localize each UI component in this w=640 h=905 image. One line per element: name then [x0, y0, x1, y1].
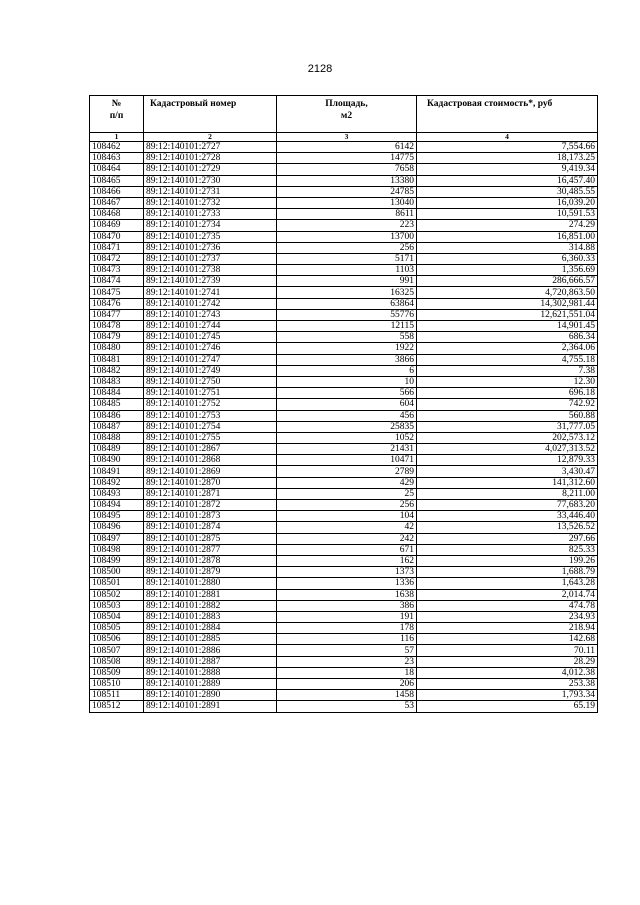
cell-cadastral-number: 89:12:140101:2729 [144, 164, 277, 175]
table-row [90, 466, 598, 477]
cell-area: 2789 [277, 466, 417, 477]
cell-cadastral-number: 89:12:140101:2727 [144, 142, 277, 153]
cell-cadastral-value: 253.38 [417, 679, 598, 690]
cell-index: 108468 [90, 209, 144, 220]
cell-area: 25835 [277, 421, 417, 432]
cell-cadastral-value: 1,793.34 [417, 690, 598, 701]
cell-area: 256 [277, 500, 417, 511]
cell-cadastral-number: 89:12:140101:2882 [144, 600, 277, 611]
cell-cadastral-number: 89:12:140101:2733 [144, 209, 277, 220]
cell-cadastral-value: 18,173.25 [417, 153, 598, 164]
cell-cadastral-number: 89:12:140101:2755 [144, 432, 277, 443]
cell-area: 55776 [277, 309, 417, 320]
cell-area: 386 [277, 600, 417, 611]
cell-cadastral-number: 89:12:140101:2730 [144, 175, 277, 186]
cell-cadastral-number: 89:12:140101:2868 [144, 455, 277, 466]
cell-cadastral-number: 89:12:140101:2753 [144, 410, 277, 421]
cell-cadastral-value: 199.26 [417, 555, 598, 566]
cell-index: 108499 [90, 555, 144, 566]
cell-area: 242 [277, 533, 417, 544]
cell-cadastral-value: 30,485.55 [417, 186, 598, 197]
cell-cadastral-number: 89:12:140101:2735 [144, 231, 277, 242]
cell-area: 53 [277, 701, 417, 712]
cell-index: 108480 [90, 343, 144, 354]
table-row [90, 555, 598, 566]
table-row [90, 265, 598, 276]
cell-index: 108500 [90, 567, 144, 578]
cell-index: 108492 [90, 477, 144, 488]
cell-index: 108504 [90, 611, 144, 622]
table-header [90, 96, 598, 142]
cell-index: 108476 [90, 298, 144, 309]
header-index-line1: № [111, 99, 122, 109]
cell-cadastral-number: 89:12:140101:2741 [144, 287, 277, 298]
cell-area: 991 [277, 276, 417, 287]
cell-area: 63864 [277, 298, 417, 309]
cell-index: 108512 [90, 701, 144, 712]
table-row [90, 388, 598, 399]
cell-index: 108467 [90, 197, 144, 208]
cell-cadastral-value: 12.30 [417, 376, 598, 387]
cell-area: 1103 [277, 265, 417, 276]
cell-area: 25 [277, 488, 417, 499]
cell-cadastral-value: 4,012.38 [417, 667, 598, 678]
cell-cadastral-value: 33,446.40 [417, 511, 598, 522]
cell-cadastral-value: 825.33 [417, 544, 598, 555]
cell-cadastral-number: 89:12:140101:2731 [144, 186, 277, 197]
cell-index: 108502 [90, 589, 144, 600]
cell-cadastral-value: 16,457.40 [417, 175, 598, 186]
cell-cadastral-number: 89:12:140101:2890 [144, 690, 277, 701]
cell-area: 1336 [277, 578, 417, 589]
table-row [90, 276, 598, 287]
cell-index: 108495 [90, 511, 144, 522]
cell-index: 108488 [90, 432, 144, 443]
cell-index: 108503 [90, 600, 144, 611]
cell-area: 10 [277, 376, 417, 387]
cell-cadastral-value: 560.88 [417, 410, 598, 421]
cell-cadastral-number: 89:12:140101:2747 [144, 354, 277, 365]
table-row [90, 578, 598, 589]
table-row [90, 298, 598, 309]
cell-cadastral-value: 2,014.74 [417, 589, 598, 600]
cell-cadastral-number: 89:12:140101:2728 [144, 153, 277, 164]
cell-cadastral-value: 12,621,551.04 [417, 309, 598, 320]
cell-cadastral-number: 89:12:140101:2751 [144, 388, 277, 399]
cell-area: 191 [277, 611, 417, 622]
cell-cadastral-number: 89:12:140101:2870 [144, 477, 277, 488]
cell-cadastral-number: 89:12:140101:2871 [144, 488, 277, 499]
cell-index: 108489 [90, 444, 144, 455]
cell-area: 566 [277, 388, 417, 399]
cell-area: 1373 [277, 567, 417, 578]
table-row [90, 421, 598, 432]
header-index-line2: п/п [109, 111, 124, 121]
cell-cadastral-number: 89:12:140101:2874 [144, 522, 277, 533]
table-row [90, 679, 598, 690]
cell-index: 108464 [90, 164, 144, 175]
cell-area: 7658 [277, 164, 417, 175]
cell-cadastral-value: 14,901.45 [417, 321, 598, 332]
cell-cadastral-number: 89:12:140101:2743 [144, 309, 277, 320]
cell-cadastral-value: 4,027,313.52 [417, 444, 598, 455]
cell-index: 108478 [90, 321, 144, 332]
header-cadastral-value: Кадастровая стоимость*, руб [417, 96, 598, 133]
table-row [90, 175, 598, 186]
cell-area: 429 [277, 477, 417, 488]
cell-area: 604 [277, 399, 417, 410]
table-row [90, 600, 598, 611]
cell-cadastral-value: 8,211.00 [417, 488, 598, 499]
table-row [90, 444, 598, 455]
cell-cadastral-number: 89:12:140101:2891 [144, 701, 277, 712]
cell-cadastral-number: 89:12:140101:2746 [144, 343, 277, 354]
cell-cadastral-value: 142.68 [417, 634, 598, 645]
cell-area: 223 [277, 220, 417, 231]
cell-area: 1458 [277, 690, 417, 701]
cell-cadastral-number: 89:12:140101:2734 [144, 220, 277, 231]
cell-area: 8611 [277, 209, 417, 220]
cell-cadastral-number: 89:12:140101:2742 [144, 298, 277, 309]
cell-index: 108463 [90, 153, 144, 164]
cell-index: 108505 [90, 623, 144, 634]
cell-index: 108473 [90, 265, 144, 276]
cell-cadastral-number: 89:12:140101:2886 [144, 645, 277, 656]
table-row [90, 544, 598, 555]
cell-cadastral-value: 1,356.69 [417, 265, 598, 276]
cell-cadastral-value: 31,777.05 [417, 421, 598, 432]
table-row [90, 220, 598, 231]
cell-index: 108491 [90, 466, 144, 477]
cell-index: 108465 [90, 175, 144, 186]
table-row [90, 287, 598, 298]
cell-area: 16325 [277, 287, 417, 298]
column-number: 4 [417, 133, 598, 142]
table-row [90, 522, 598, 533]
table-row [90, 231, 598, 242]
cell-index: 108472 [90, 253, 144, 264]
table-row [90, 332, 598, 343]
cell-cadastral-number: 89:12:140101:2878 [144, 555, 277, 566]
table-row [90, 645, 598, 656]
cell-cadastral-number: 89:12:140101:2885 [144, 634, 277, 645]
cell-area: 671 [277, 544, 417, 555]
cell-cadastral-number: 89:12:140101:2869 [144, 466, 277, 477]
cell-cadastral-number: 89:12:140101:2738 [144, 265, 277, 276]
table-row [90, 455, 598, 466]
cell-cadastral-number: 89:12:140101:2887 [144, 656, 277, 667]
cell-cadastral-value: 70.11 [417, 645, 598, 656]
cell-cadastral-value: 234.93 [417, 611, 598, 622]
cell-cadastral-number: 89:12:140101:2880 [144, 578, 277, 589]
cell-index: 108482 [90, 365, 144, 376]
cell-cadastral-value: 1,688.79 [417, 567, 598, 578]
cell-index: 108496 [90, 522, 144, 533]
cell-cadastral-value: 474.78 [417, 600, 598, 611]
cell-cadastral-number: 89:12:140101:2744 [144, 321, 277, 332]
cell-cadastral-number: 89:12:140101:2875 [144, 533, 277, 544]
cell-index: 108481 [90, 354, 144, 365]
cell-cadastral-value: 4,755.18 [417, 354, 598, 365]
table-row [90, 432, 598, 443]
cell-area: 5171 [277, 253, 417, 264]
table-row [90, 611, 598, 622]
cell-cadastral-value: 286,666.57 [417, 276, 598, 287]
cell-index: 108479 [90, 332, 144, 343]
cell-area: 1052 [277, 432, 417, 443]
table-row [90, 533, 598, 544]
table-row [90, 410, 598, 421]
cell-area: 256 [277, 242, 417, 253]
cell-index: 108466 [90, 186, 144, 197]
table-row [90, 667, 598, 678]
column-number: 2 [144, 133, 277, 142]
cell-cadastral-value: 2,364.06 [417, 343, 598, 354]
header-area-line1: Площадь, [325, 99, 368, 109]
cell-cadastral-number: 89:12:140101:2749 [144, 365, 277, 376]
table-row [90, 253, 598, 264]
cell-area: 558 [277, 332, 417, 343]
cell-index: 108510 [90, 679, 144, 690]
cell-index: 108471 [90, 242, 144, 253]
cell-cadastral-value: 202,573.12 [417, 432, 598, 443]
table-row [90, 209, 598, 220]
cell-index: 108509 [90, 667, 144, 678]
page-number: 2128 [307, 63, 333, 75]
header-cadastral-number: Кадастровый номер [144, 96, 277, 133]
cell-cadastral-value: 7,554.66 [417, 142, 598, 153]
cell-index: 108501 [90, 578, 144, 589]
cell-cadastral-value: 77,683.20 [417, 500, 598, 511]
header-row [90, 96, 598, 133]
table-row [90, 343, 598, 354]
cell-area: 162 [277, 555, 417, 566]
cell-cadastral-value: 274.29 [417, 220, 598, 231]
cell-cadastral-value: 28.29 [417, 656, 598, 667]
cell-cadastral-value: 141,312.60 [417, 477, 598, 488]
cell-area: 23 [277, 656, 417, 667]
cell-index: 108484 [90, 388, 144, 399]
cell-cadastral-value: 297.66 [417, 533, 598, 544]
table-row [90, 365, 598, 376]
cell-cadastral-number: 89:12:140101:2883 [144, 611, 277, 622]
cell-index: 108469 [90, 220, 144, 231]
cell-index: 108477 [90, 309, 144, 320]
cell-cadastral-value: 16,851.00 [417, 231, 598, 242]
cell-index: 108497 [90, 533, 144, 544]
cell-cadastral-number: 89:12:140101:2736 [144, 242, 277, 253]
cell-cadastral-number: 89:12:140101:2877 [144, 544, 277, 555]
header-index [90, 96, 144, 133]
cell-cadastral-value: 314.88 [417, 242, 598, 253]
cell-area: 1922 [277, 343, 417, 354]
header-area [277, 96, 417, 133]
cell-cadastral-number: 89:12:140101:2750 [144, 376, 277, 387]
cell-area: 12115 [277, 321, 417, 332]
cell-area: 42 [277, 522, 417, 533]
table-body [90, 142, 598, 713]
cell-cadastral-value: 65.19 [417, 701, 598, 712]
cell-cadastral-value: 218.94 [417, 623, 598, 634]
cell-area: 456 [277, 410, 417, 421]
cell-area: 13040 [277, 197, 417, 208]
cell-index: 108474 [90, 276, 144, 287]
table-row [90, 186, 598, 197]
cell-index: 108462 [90, 142, 144, 153]
cell-area: 18 [277, 667, 417, 678]
cell-cadastral-number: 89:12:140101:2881 [144, 589, 277, 600]
cell-cadastral-value: 9,419.34 [417, 164, 598, 175]
cell-cadastral-value: 7.38 [417, 365, 598, 376]
cell-cadastral-value: 12,879.33 [417, 455, 598, 466]
cell-cadastral-number: 89:12:140101:2884 [144, 623, 277, 634]
table-row [90, 242, 598, 253]
cell-index: 108485 [90, 399, 144, 410]
table-row [90, 354, 598, 365]
table-row [90, 634, 598, 645]
cell-index: 108486 [90, 410, 144, 421]
cell-cadastral-number: 89:12:140101:2754 [144, 421, 277, 432]
cell-cadastral-value: 742.92 [417, 399, 598, 410]
cell-area: 178 [277, 623, 417, 634]
cell-index: 108487 [90, 421, 144, 432]
cell-index: 108493 [90, 488, 144, 499]
cell-cadastral-value: 6,360.33 [417, 253, 598, 264]
cell-area: 3866 [277, 354, 417, 365]
cell-area: 1638 [277, 589, 417, 600]
cell-cadastral-value: 16,039.20 [417, 197, 598, 208]
cell-cadastral-value: 4,720,863.50 [417, 287, 598, 298]
cell-area: 13700 [277, 231, 417, 242]
cell-cadastral-value: 696.18 [417, 388, 598, 399]
cadastral-table [89, 95, 598, 713]
table-row [90, 623, 598, 634]
cell-cadastral-value: 686.34 [417, 332, 598, 343]
cell-cadastral-number: 89:12:140101:2745 [144, 332, 277, 343]
cell-area: 10471 [277, 455, 417, 466]
header-area-line2: м2 [340, 111, 353, 121]
table-row [90, 589, 598, 600]
cell-cadastral-number: 89:12:140101:2732 [144, 197, 277, 208]
cell-cadastral-number: 89:12:140101:2888 [144, 667, 277, 678]
table-row [90, 701, 598, 712]
cell-index: 108494 [90, 500, 144, 511]
table-row [90, 197, 598, 208]
column-number-row [90, 133, 598, 142]
table-row [90, 567, 598, 578]
cell-area: 6142 [277, 142, 417, 153]
cell-cadastral-number: 89:12:140101:2739 [144, 276, 277, 287]
cell-index: 108483 [90, 376, 144, 387]
cell-index: 108507 [90, 645, 144, 656]
table-row [90, 477, 598, 488]
cell-index: 108498 [90, 544, 144, 555]
cell-cadastral-value: 13,526.52 [417, 522, 598, 533]
table-row [90, 164, 598, 175]
cell-cadastral-value: 1,643.28 [417, 578, 598, 589]
cell-area: 13380 [277, 175, 417, 186]
cell-area: 206 [277, 679, 417, 690]
cell-cadastral-number: 89:12:140101:2879 [144, 567, 277, 578]
table-row [90, 511, 598, 522]
cell-area: 104 [277, 511, 417, 522]
cell-cadastral-number: 89:12:140101:2737 [144, 253, 277, 264]
table-row [90, 142, 598, 153]
cell-area: 116 [277, 634, 417, 645]
cell-area: 57 [277, 645, 417, 656]
cell-area: 6 [277, 365, 417, 376]
table-row [90, 321, 598, 332]
column-number: 1 [90, 133, 144, 142]
cell-cadastral-number: 89:12:140101:2752 [144, 399, 277, 410]
cell-cadastral-value: 10,591.53 [417, 209, 598, 220]
cell-index: 108511 [90, 690, 144, 701]
cell-area: 24785 [277, 186, 417, 197]
table-row [90, 690, 598, 701]
table-row [90, 309, 598, 320]
cell-area: 21431 [277, 444, 417, 455]
column-number: 3 [277, 133, 417, 142]
cell-index: 108470 [90, 231, 144, 242]
table-row [90, 376, 598, 387]
cell-cadastral-number: 89:12:140101:2889 [144, 679, 277, 690]
cell-index: 108490 [90, 455, 144, 466]
cell-cadastral-value: 14,302,981.44 [417, 298, 598, 309]
cell-cadastral-number: 89:12:140101:2867 [144, 444, 277, 455]
cell-area: 14775 [277, 153, 417, 164]
table-row [90, 488, 598, 499]
table-row [90, 656, 598, 667]
table-row [90, 153, 598, 164]
cell-cadastral-number: 89:12:140101:2873 [144, 511, 277, 522]
cell-cadastral-value: 3,430.47 [417, 466, 598, 477]
cell-index: 108508 [90, 656, 144, 667]
table-row [90, 500, 598, 511]
cell-index: 108506 [90, 634, 144, 645]
table-row [90, 399, 598, 410]
cell-index: 108475 [90, 287, 144, 298]
cell-cadastral-number: 89:12:140101:2872 [144, 500, 277, 511]
